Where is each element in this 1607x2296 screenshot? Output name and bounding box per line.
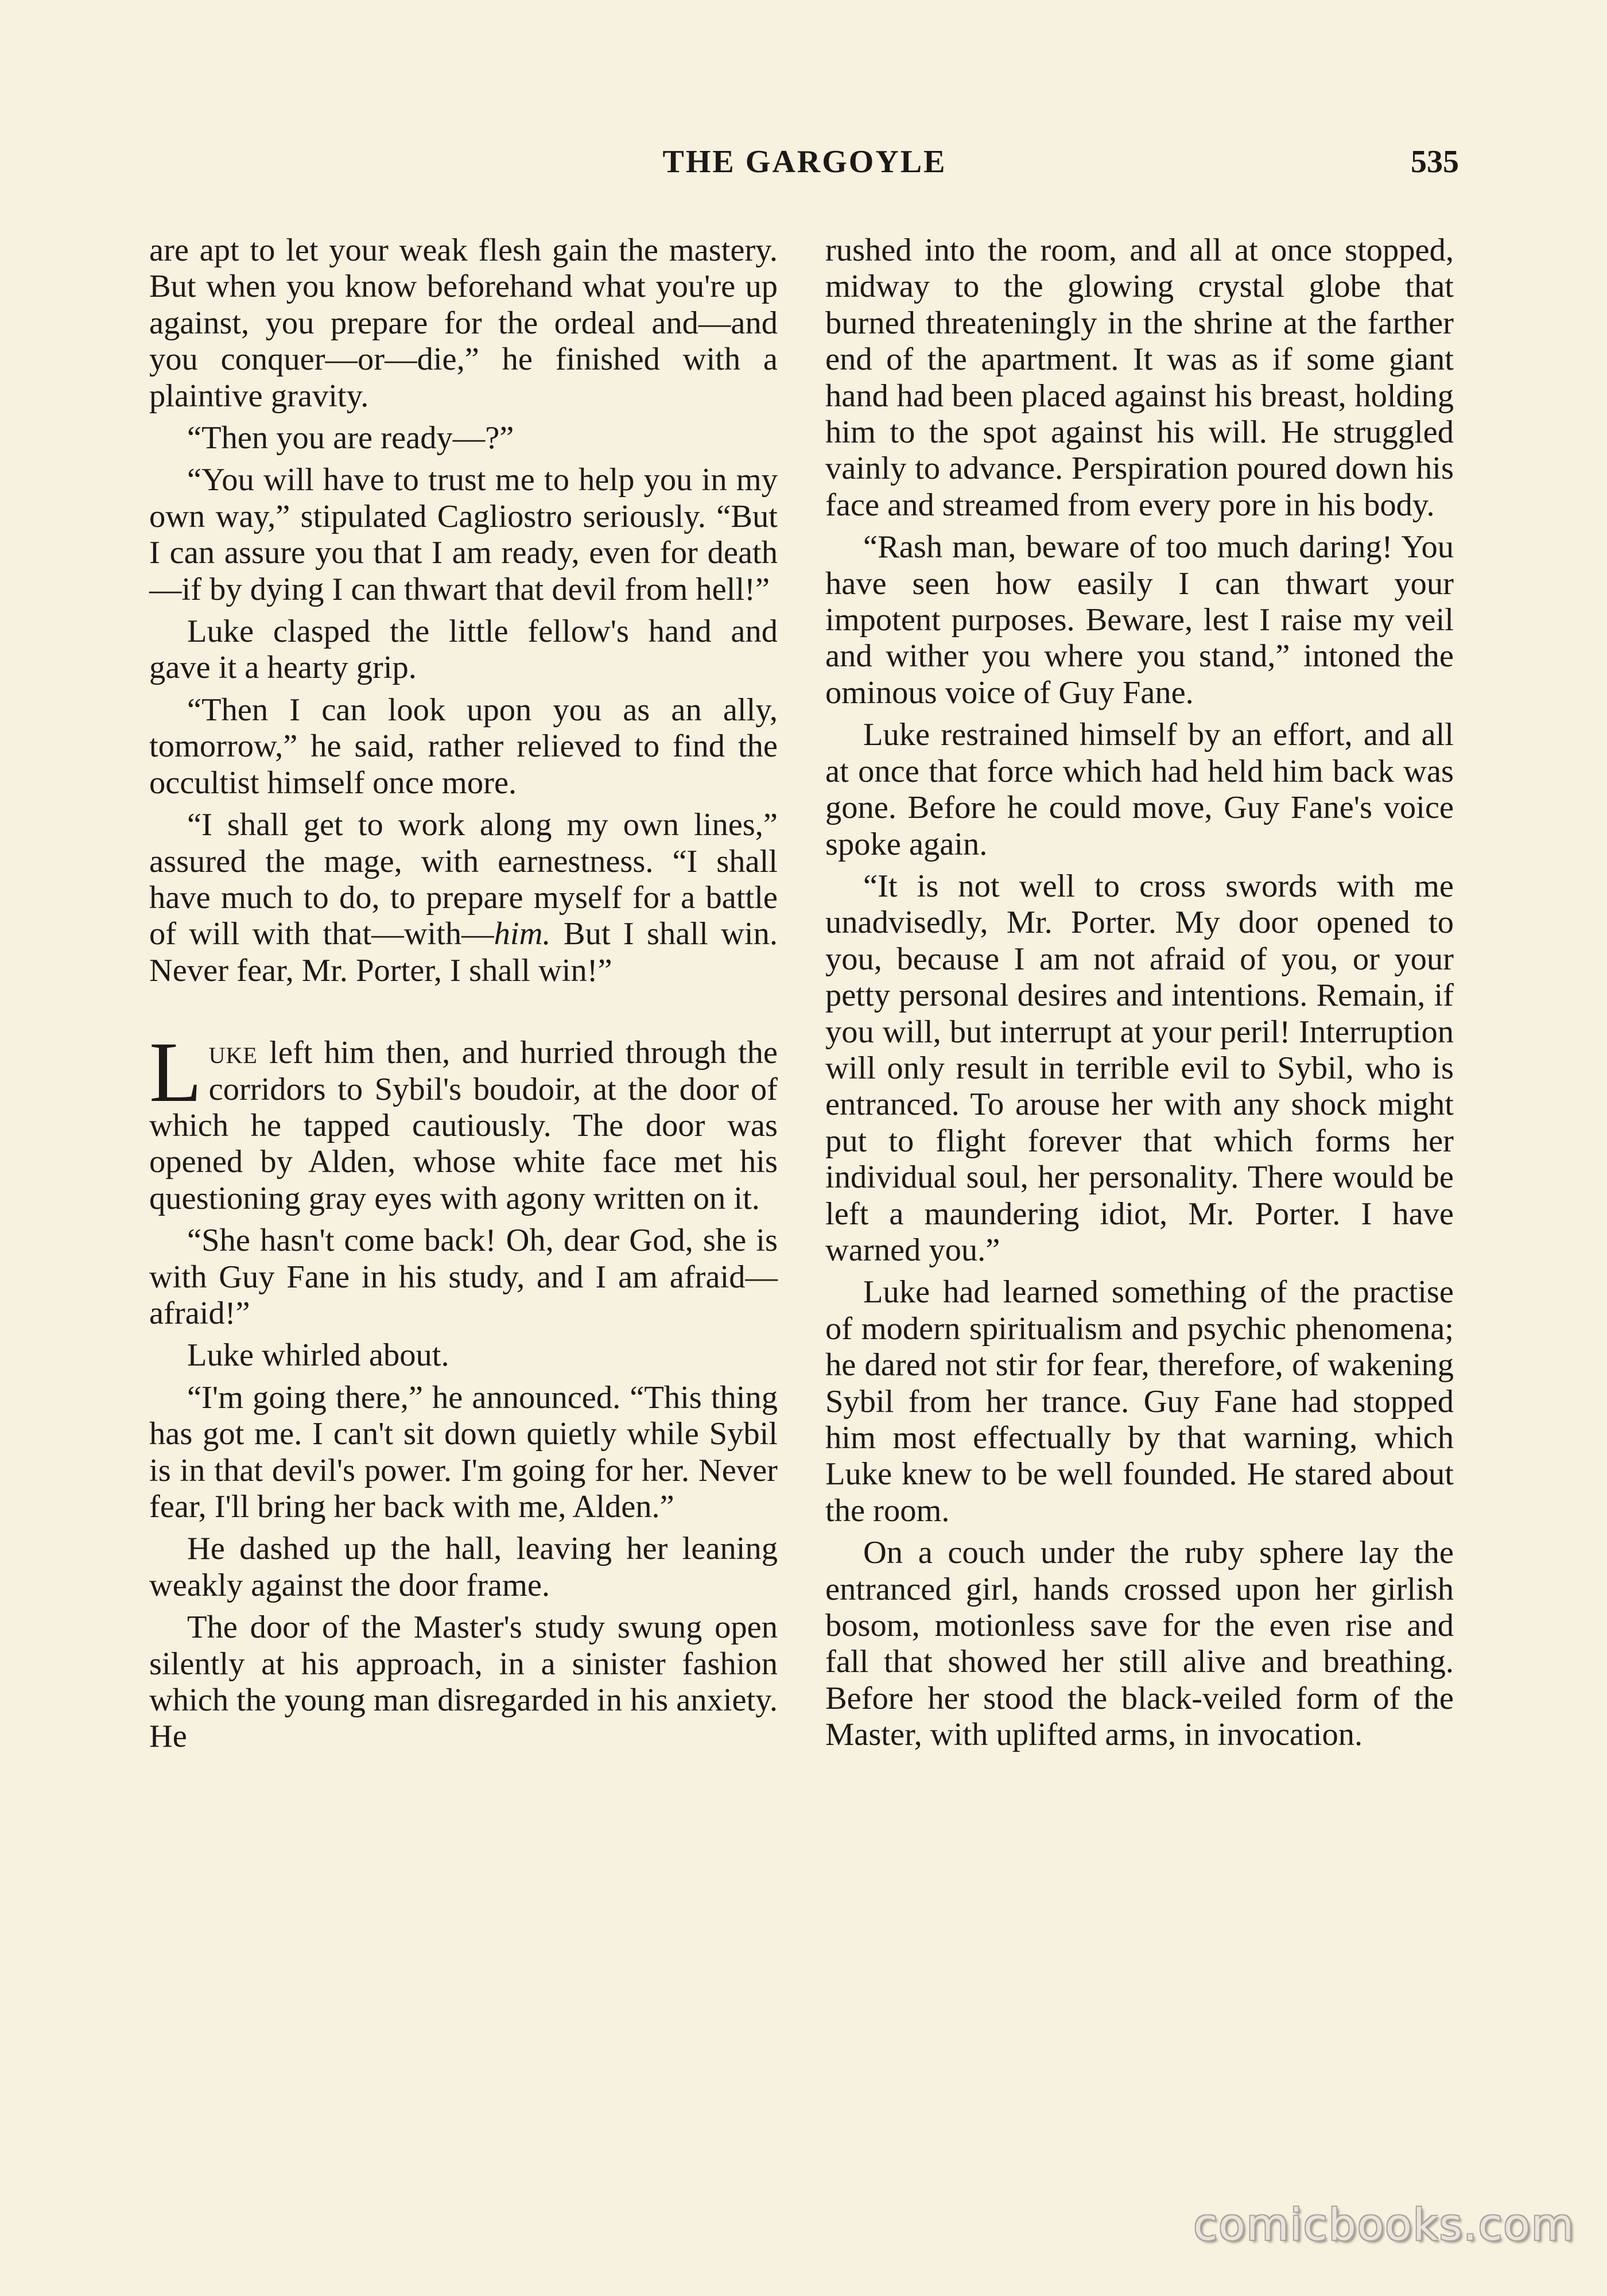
paragraph-text: “I shall get to work along my own lines,” assured the mage, with earnestness. “I shall have much to do, to prepare myself for a battle of will with that—with— bbox=[149, 807, 778, 952]
paragraph: “I'm going there,” he announced. “This thing has got me. I can't sit down quietly while Sybil is in that devil's power. I'm going for her. Never fear, I'll bring her back with me, Alden.” bbox=[149, 1379, 778, 1525]
paragraph: “Then I can look upon you as an ally, tomorrow,” he said, rather relieved to find the occultist himself once more. bbox=[149, 692, 778, 801]
paragraph-text: left him then, and hurried through the corridors to Sybil's boudoir, at the door of which he tapped cautiously. The door was opened by Alden, whose white face met his questioning gray eyes with agony written on it. bbox=[149, 1035, 778, 1216]
paragraph: “You will have to trust me to help you in my own way,” stipulated Cagliostro seriously. “But I can assure you that I am ready, even for death—if by dying I can thwart that devil from hell!” bbox=[149, 462, 778, 607]
paragraph: “Then you are ready—?” bbox=[187, 420, 514, 456]
paragraph: On a couch under the ruby sphere lay the entranced girl, hands crossed upon her girlish bosom, motionless save for the even rise and fall that showed her still alive and breathing. Before her stood the black-veiled form of the Master, with uplifted arms, in invocation. bbox=[825, 1535, 1454, 1753]
paragraph bbox=[149, 807, 778, 989]
paragraph: Luke clasped the little fellow's hand and gave it a hearty grip. bbox=[149, 614, 778, 686]
page-header bbox=[150, 141, 1459, 187]
paragraph: “It is not well to cross swords with me unadvisedly, Mr. Porter. My door opened to you, because I am not afraid of you, or your petty personal desires and intentions. Remain, if you will, but interrupt at your peril! Interruption will only result in terrible evil to Sybil, who is entranced. To arouse her with any shock might put to flight forever that which forms her individual soul, her personality. There would be left a maundering idiot, Mr. Porter. I have warned you.” bbox=[825, 868, 1454, 1268]
running-title: THE GARGOYLE bbox=[662, 144, 947, 180]
watermark-logo: comicbooks.com bbox=[1193, 2199, 1575, 2250]
paragraph-text: But I shall win. Never fear, Mr. Porter, I shall win!” bbox=[149, 916, 778, 988]
paragraph: are apt to let your weak flesh gain the mastery. But when you know beforehand what you're up against, you prepare for the ordeal and—and you conquer—or—die,” he finished with a plaintive gravity. bbox=[149, 232, 778, 414]
small-caps-text: uke bbox=[208, 1035, 258, 1071]
paragraph: rushed into the room, and all at once stopped, midway to the glowing crystal globe that burned threateningly in the shrine at the farther end of the apartment. It was as if some giant hand had been placed against his breast, holding him to the spot against his will. He struggled vainly to advance. Perspiration poured down his face and streamed from every pore in his body. bbox=[825, 232, 1454, 523]
page-number: 535 bbox=[1411, 144, 1459, 180]
paragraph: Luke whirled about. bbox=[187, 1337, 449, 1374]
paragraph: He dashed up the hall, leaving her leaning weakly against the door frame. bbox=[149, 1531, 778, 1603]
emphasis-text: him. bbox=[494, 916, 551, 952]
right-column bbox=[825, 232, 1454, 1759]
paragraph: “She hasn't come back! Oh, dear God, she is with Guy Fane in his study, and I am afraid—afraid!” bbox=[149, 1223, 778, 1331]
paragraph: “Rash man, beware of too much daring! You have seen how easily I can thwart your impotent purposes. Beware, lest I raise my veil and wither you where you stand,” intoned the ominous voice of Guy Fane. bbox=[825, 529, 1454, 711]
section-start-paragraph bbox=[149, 1025, 778, 1217]
left-column bbox=[149, 232, 778, 1761]
paragraph: The door of the Master's study swung open silently at his approach, in a sinister fashion which the young man disregarded in his anxiety. He bbox=[149, 1609, 778, 1755]
paragraph: Luke restrained himself by an effort, and all at once that force which had held him back was gone. Before he could move, Guy Fane's voice spoke again. bbox=[825, 717, 1454, 862]
drop-cap: L bbox=[149, 1025, 202, 1120]
paragraph: Luke had learned something of the practise of modern spiritualism and psychic phenomena; he dared not stir for fear, therefore, of wakening Sybil from her trance. Guy Fane had stopped him most effectually by that warning, which Luke knew to be well founded. He stared about the room. bbox=[825, 1274, 1454, 1529]
